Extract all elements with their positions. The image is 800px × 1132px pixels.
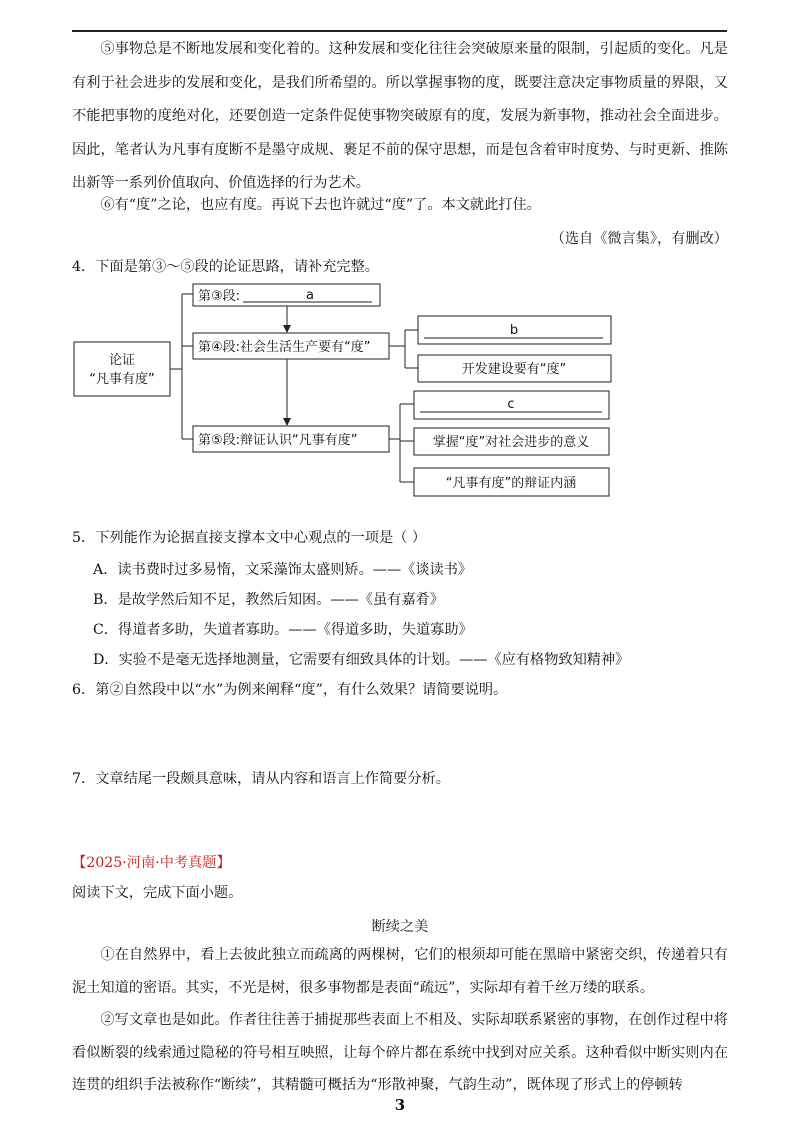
para5-label: 第⑤段:辩证认识“凡事有度” xyxy=(198,433,358,448)
page-number: 3 xyxy=(394,1096,406,1114)
passage-paragraph-5: ⑤事物总是不断地发展和变化着的。这种发展和变化往往会突破原来量的限制，引起质的变化。凡是有利于社会进步的发展和变化，是我们所希望的。所以掌握事物的度，既要注意决定事物质量的界限，又不能把事物的度绝对化，还要创造一定条件促使事物突破原有的度，发展为新事物，推动社会全面进步。因此，笔者认为凡事有度断不是墨守成规、裹足不前的保守思想，而是包含着审时度势、与时更新、推陈出新等一系列价值取向、价值选择的行为艺术。 xyxy=(72,41,728,191)
blank-a-label: a xyxy=(306,288,314,303)
section-source-tag: 【2025·河南·中考真题】 xyxy=(72,855,231,871)
question-6-stem: 6．第②自然段中以“水”为例来阐释“度”，有什么效果？请简要说明。 xyxy=(72,682,508,698)
article-title: 断续之美 xyxy=(371,919,429,935)
para5-sub2-label: 掌握“度”对社会进步的意义 xyxy=(432,435,590,450)
para4-sub2-label: 开发建设要有“度” xyxy=(461,362,567,377)
question-5-option-a[interactable]: A．读书费时过多易惰，文采藻饰太盛则矫。——《谈读书》 xyxy=(93,562,473,578)
blank-b-label: b xyxy=(509,323,519,338)
question-7-stem: 7．文章结尾一段颇具意味，请从内容和语言上作简要分析。 xyxy=(72,771,450,787)
root-label-2: “凡事有度” xyxy=(89,372,155,387)
arrow-head-1 xyxy=(283,325,291,333)
para5-sub3-label: “凡事有度”的辩证内涵 xyxy=(445,476,577,491)
passage-source: （选自《微言集》，有删改） xyxy=(550,231,728,247)
root-label-1: 论证 xyxy=(108,353,136,368)
section-instruction: 阅读下文，完成下面小题。 xyxy=(72,885,243,901)
passage-paragraph-6: ⑥有“度”之论，也应有度。再说下去也许就过“度”了。本文就此打住。 xyxy=(100,197,541,213)
arrow-head-2 xyxy=(283,418,291,426)
para3-label: 第③段: xyxy=(198,289,241,304)
article-paragraph-2: ②写文章也是如此。作者往往善于捕捉那些表面上不相及、实际却联系紧密的事物，在创作过程中将看似断裂的线索通过隐秘的符号相互映照，让每个碎片都在系统中找到对应关系。这种看似中断实则内在连贯的组织手法被称作“断续”，其精髓可概括为“形散神聚，气韵生动”，既体现了形式上的停顿转 xyxy=(72,1012,728,1093)
para4-label: 第④段:社会生活生产要有“度” xyxy=(198,340,371,355)
blank-c-label: c xyxy=(507,397,515,412)
question-5-option-b[interactable]: B．是故学然后知不足，教然后知困。——《虽有嘉肴》 xyxy=(93,592,444,608)
root-box xyxy=(74,342,170,396)
question-5-stem: 5．下列能作为论据直接支撑本文中心观点的一项是（ ） xyxy=(72,530,427,546)
article-paragraph-1: ①在自然界中，看上去彼此独立而疏离的两棵树，它们的根须却可能在黑暗中紧密交织，传递着只有泥土知道的密语。其实，不光是树，很多事物都是表面“疏远”，实际却有着千丝万缕的联系。 xyxy=(72,947,728,996)
question-4-stem: 4．下面是第③～⑤段的论证思路，请补充完整。 xyxy=(72,259,379,275)
argument-structure-diagram xyxy=(0,0,800,520)
question-5-option-c[interactable]: C．得道者多助，失道者寡助。——《得道多助，失道寡助》 xyxy=(93,622,473,638)
question-5-option-d[interactable]: D．实验不是毫无选择地测量，它需要有细致具体的计划。——《应有格物致知精神》 xyxy=(93,652,630,668)
